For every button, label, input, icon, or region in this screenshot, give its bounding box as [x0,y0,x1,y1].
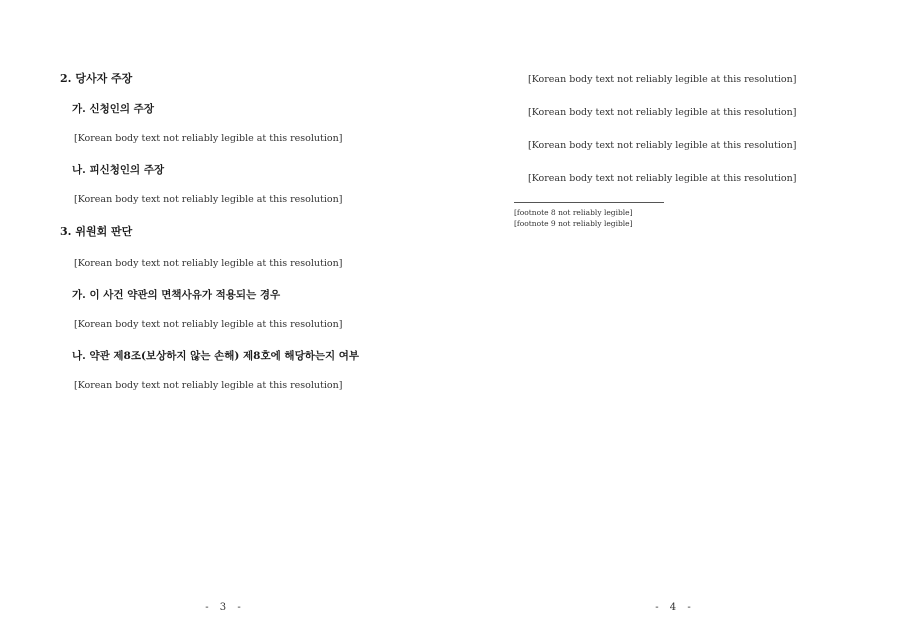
paragraph-continuation: [Korean body text not reliably legible at this resolution] [528,74,797,85]
page-right [450,0,900,637]
paragraph-respondent: [Korean body text not reliably legible at this resolution] [74,194,343,205]
page-left-content [60,70,388,409]
paragraph-exemption-applies: [Korean body text not reliably legible at this resolution] [74,319,343,330]
subheading-exemption-applies: 가. 이 사건 약관의 면책사유가 적용되는 경우 [72,289,281,301]
section-heading-2: 2. 당사자 주장 [60,72,133,85]
subheading-claimant: 가. 신청인의 주장 [72,103,154,115]
subheading-article8-item8: 나. 약관 제8조(보상하지 않는 손해) 제8호에 해당하는지 여부 [72,350,360,362]
footnote-9: [footnote 9 not reliably legible] [514,219,633,228]
subheading-respondent: 나. 피신청인의 주장 [72,164,165,176]
paragraph-committee-judgment: [Korean body text not reliably legible at this resolution] [74,258,343,269]
paragraph-claimant: [Korean body text not reliably legible at this resolution] [74,133,343,144]
paragraph-article8-item8: [Korean body text not reliably legible at this resolution] [74,380,343,391]
footnote-8: [footnote 8 not reliably legible] [514,208,633,217]
page-number-left: - 3 - [205,602,245,613]
paragraph-conclusion: [Korean body text not reliably legible at this resolution] [528,173,797,184]
paragraph-supreme-court-criteria: [Korean body text not reliably legible at this resolution] [528,107,797,118]
footnote-divider [514,202,664,203]
paragraph-subcontract-case: [Korean body text not reliably legible at this resolution] [528,140,797,151]
section-heading-3: 3. 위원회 판단 [60,225,133,238]
page-right-content [514,70,842,229]
page-number-right: - 4 - [655,602,695,613]
